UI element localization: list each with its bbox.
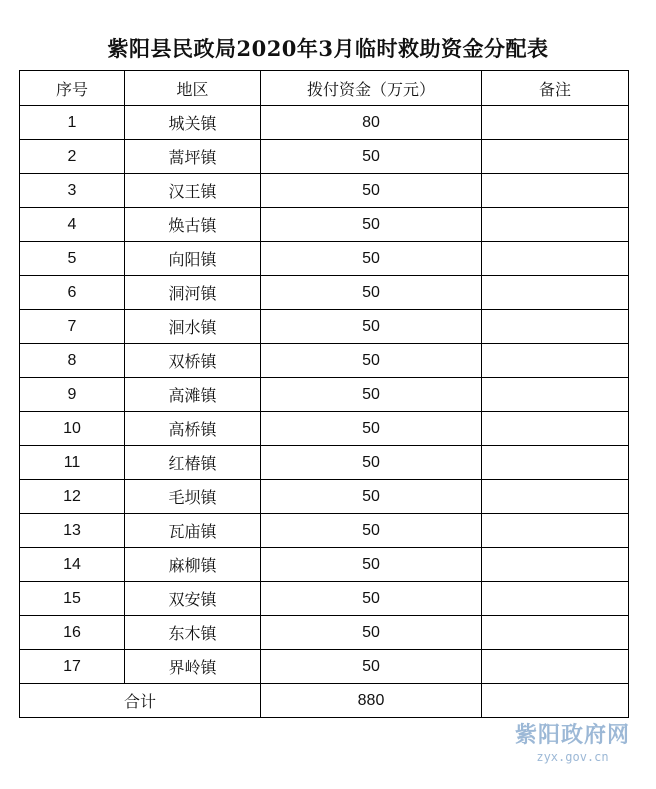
row-remarks <box>482 140 629 174</box>
row-serial-number: 17 <box>20 650 125 684</box>
row-allocated-amount: 50 <box>261 548 482 582</box>
total-row <box>20 684 629 718</box>
row-region: 双安镇 <box>125 582 261 616</box>
row-region: 焕古镇 <box>125 208 261 242</box>
row-remarks <box>482 582 629 616</box>
row-remarks <box>482 174 629 208</box>
table-row <box>20 378 629 412</box>
row-region: 高桥镇 <box>125 412 261 446</box>
row-serial-number: 8 <box>20 344 125 378</box>
site-watermark <box>515 718 630 764</box>
row-serial-number: 6 <box>20 276 125 310</box>
header-serial-number: 序号 <box>20 71 125 106</box>
row-serial-number: 5 <box>20 242 125 276</box>
table-header-row <box>20 71 629 106</box>
table-row <box>20 140 629 174</box>
row-allocated-amount: 50 <box>261 514 482 548</box>
row-allocated-amount: 50 <box>261 174 482 208</box>
row-region: 洄水镇 <box>125 310 261 344</box>
row-remarks <box>482 310 629 344</box>
row-region: 高滩镇 <box>125 378 261 412</box>
row-allocated-amount: 50 <box>261 242 482 276</box>
table-body <box>20 106 629 684</box>
watermark-logo-text: 紫阳政府网 <box>514 723 630 748</box>
table-row <box>20 242 629 276</box>
row-region: 向阳镇 <box>125 242 261 276</box>
row-region: 东木镇 <box>125 616 261 650</box>
row-serial-number: 9 <box>20 378 125 412</box>
row-remarks <box>482 276 629 310</box>
row-serial-number: 13 <box>20 514 125 548</box>
row-region: 毛坝镇 <box>125 480 261 514</box>
table-row <box>20 174 629 208</box>
table-row <box>20 208 629 242</box>
row-region: 界岭镇 <box>125 650 261 684</box>
row-serial-number: 4 <box>20 208 125 242</box>
row-remarks <box>482 650 629 684</box>
row-remarks <box>482 514 629 548</box>
header-allocated-funds: 拨付资金（万元） <box>261 71 482 106</box>
table-row <box>20 650 629 684</box>
row-remarks <box>482 446 629 480</box>
row-serial-number: 16 <box>20 616 125 650</box>
row-region: 瓦庙镇 <box>125 514 261 548</box>
table-row <box>20 616 629 650</box>
row-remarks <box>482 106 629 140</box>
allocation-table <box>19 70 629 718</box>
row-allocated-amount: 50 <box>261 616 482 650</box>
row-serial-number: 7 <box>20 310 125 344</box>
row-region: 汉王镇 <box>125 174 261 208</box>
header-remarks: 备注 <box>482 71 629 106</box>
table-row <box>20 276 629 310</box>
row-serial-number: 10 <box>20 412 125 446</box>
row-serial-number: 3 <box>20 174 125 208</box>
table-row <box>20 412 629 446</box>
row-serial-number: 14 <box>20 548 125 582</box>
row-remarks <box>482 378 629 412</box>
row-serial-number: 2 <box>20 140 125 174</box>
row-allocated-amount: 50 <box>261 140 482 174</box>
row-allocated-amount: 80 <box>261 106 482 140</box>
total-label: 合计 <box>20 684 261 718</box>
row-allocated-amount: 50 <box>261 310 482 344</box>
table-row <box>20 480 629 514</box>
header-region: 地区 <box>125 71 261 106</box>
table-row <box>20 548 629 582</box>
table-row <box>20 446 629 480</box>
document-title: 紫阳县民政局2020年3月临时救助资金分配表 <box>107 36 549 61</box>
row-allocated-amount: 50 <box>261 446 482 480</box>
row-allocated-amount: 50 <box>261 582 482 616</box>
row-remarks <box>482 480 629 514</box>
row-serial-number: 15 <box>20 582 125 616</box>
row-allocated-amount: 50 <box>261 378 482 412</box>
row-region: 麻柳镇 <box>125 548 261 582</box>
row-remarks <box>482 412 629 446</box>
total-amount: 880 <box>261 684 482 718</box>
watermark-url: zyx.gov.cn <box>536 750 609 764</box>
row-allocated-amount: 50 <box>261 412 482 446</box>
row-remarks <box>482 616 629 650</box>
row-allocated-amount: 50 <box>261 344 482 378</box>
row-serial-number: 1 <box>20 106 125 140</box>
total-note-cell <box>482 684 629 718</box>
row-allocated-amount: 50 <box>261 208 482 242</box>
row-remarks <box>482 208 629 242</box>
row-region: 双桥镇 <box>125 344 261 378</box>
table-row <box>20 310 629 344</box>
row-allocated-amount: 50 <box>261 650 482 684</box>
table-row <box>20 514 629 548</box>
row-region: 蒿坪镇 <box>125 140 261 174</box>
row-serial-number: 11 <box>20 446 125 480</box>
row-remarks <box>482 548 629 582</box>
row-region: 红椿镇 <box>125 446 261 480</box>
row-allocated-amount: 50 <box>261 276 482 310</box>
row-region: 城关镇 <box>125 106 261 140</box>
row-serial-number: 12 <box>20 480 125 514</box>
table-row <box>20 106 629 140</box>
table-row <box>20 582 629 616</box>
table-row <box>20 344 629 378</box>
row-remarks <box>482 344 629 378</box>
row-region: 洞河镇 <box>125 276 261 310</box>
row-allocated-amount: 50 <box>261 480 482 514</box>
row-remarks <box>482 242 629 276</box>
